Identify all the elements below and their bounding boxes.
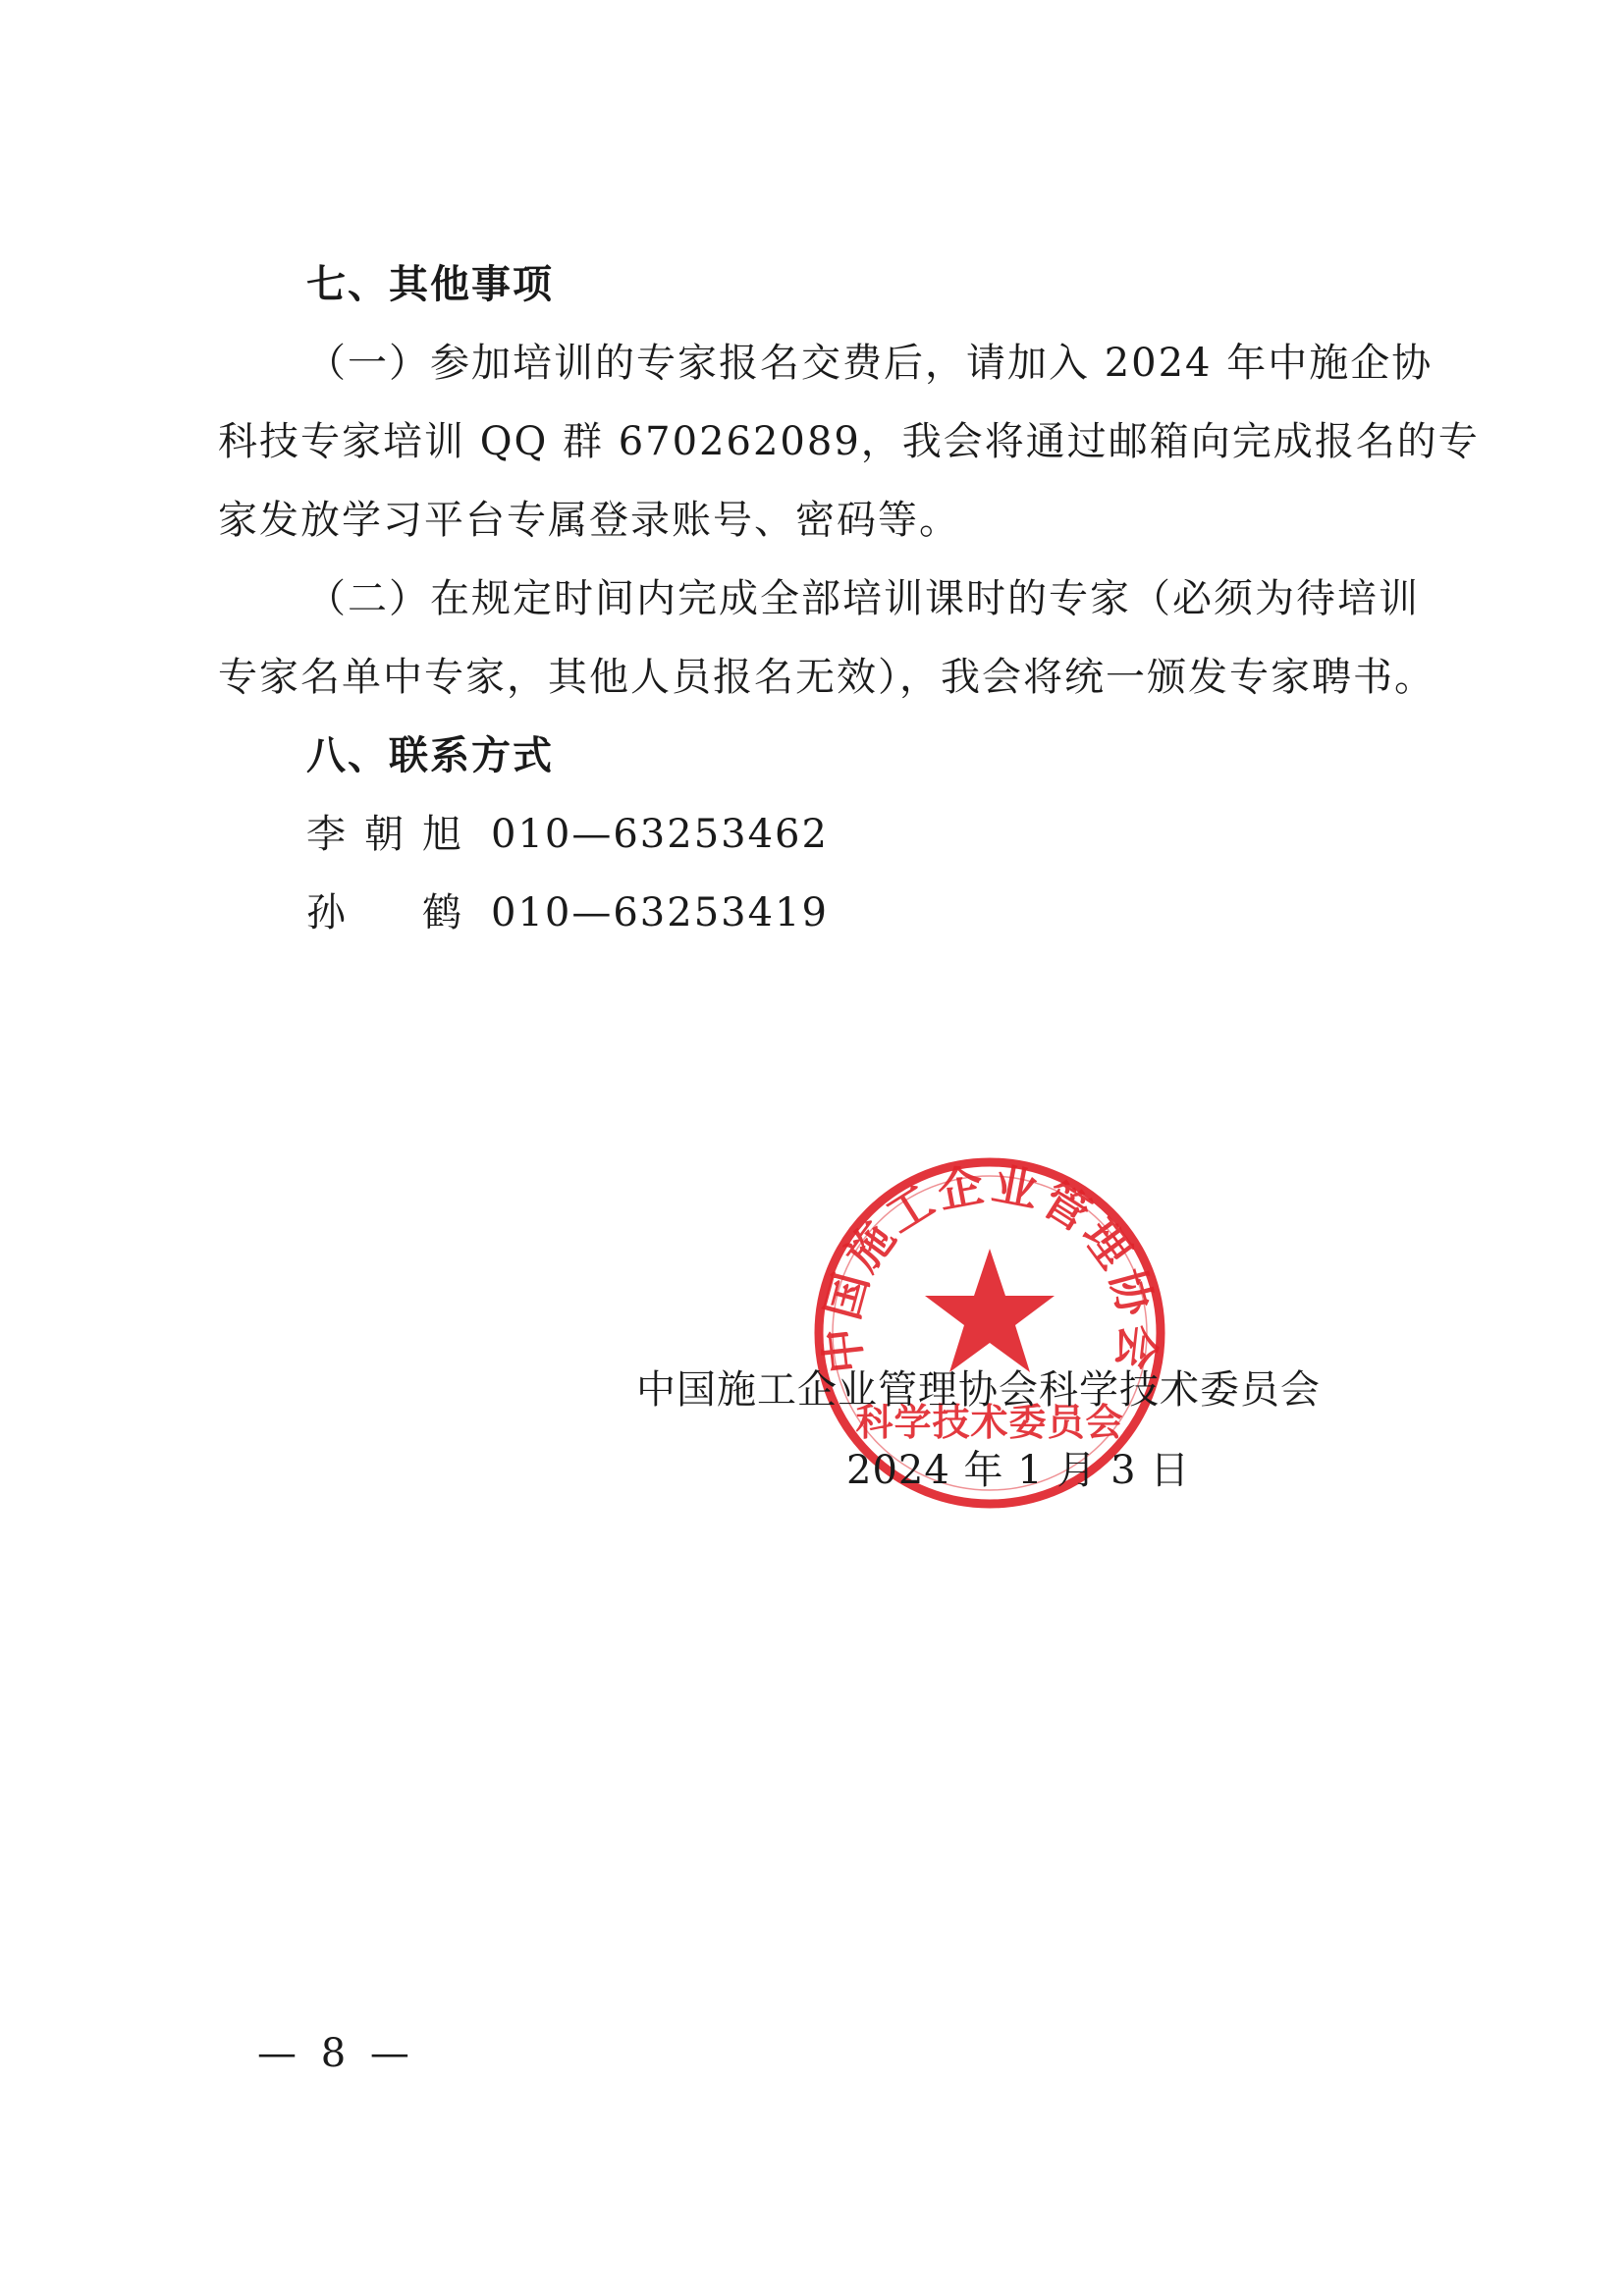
item-2-line-2: 专家名单中专家，其他人员报名无效），我会将统一颁发专家聘书。 <box>218 655 1435 700</box>
page-number: — 8 — <box>257 2031 415 2076</box>
signature-date: 2024 年 1 月 3 日 <box>846 1448 1191 1493</box>
item-2-line-1: （二）在规定时间内完成全部培训课时的专家（必须为待培训 <box>306 576 1420 621</box>
contact-name: 李朝旭 <box>306 812 463 857</box>
contact-row <box>306 885 829 940</box>
item-1-line-3: 家发放学习平台专属登录账号、密码等。 <box>218 498 960 543</box>
contact-phone: 010—63253419 <box>491 890 829 935</box>
contact-phone: 010—63253462 <box>491 812 829 857</box>
seal-star-icon <box>925 1249 1055 1372</box>
seal-inner-text: 科学技术委员会 <box>855 1401 1124 1444</box>
contact-row <box>306 807 829 862</box>
seal-outer-text: 中国施工企业管理协会 <box>814 1156 1165 1376</box>
item-1-line-1: （一）参加培训的专家报名交费后，请加入 2024 年中施企协 <box>306 341 1434 386</box>
contact-name: 孙鹤 <box>306 890 463 935</box>
section-7-heading: 七、其他事项 <box>306 262 554 307</box>
signature-organization: 中国施工企业管理协会科学技术委员会 <box>636 1367 1321 1413</box>
section-8-heading: 八、联系方式 <box>306 733 554 778</box>
item-1-line-2: 科技专家培训 QQ 群 670262089，我会将通过邮箱向完成报名的专 <box>218 419 1480 464</box>
